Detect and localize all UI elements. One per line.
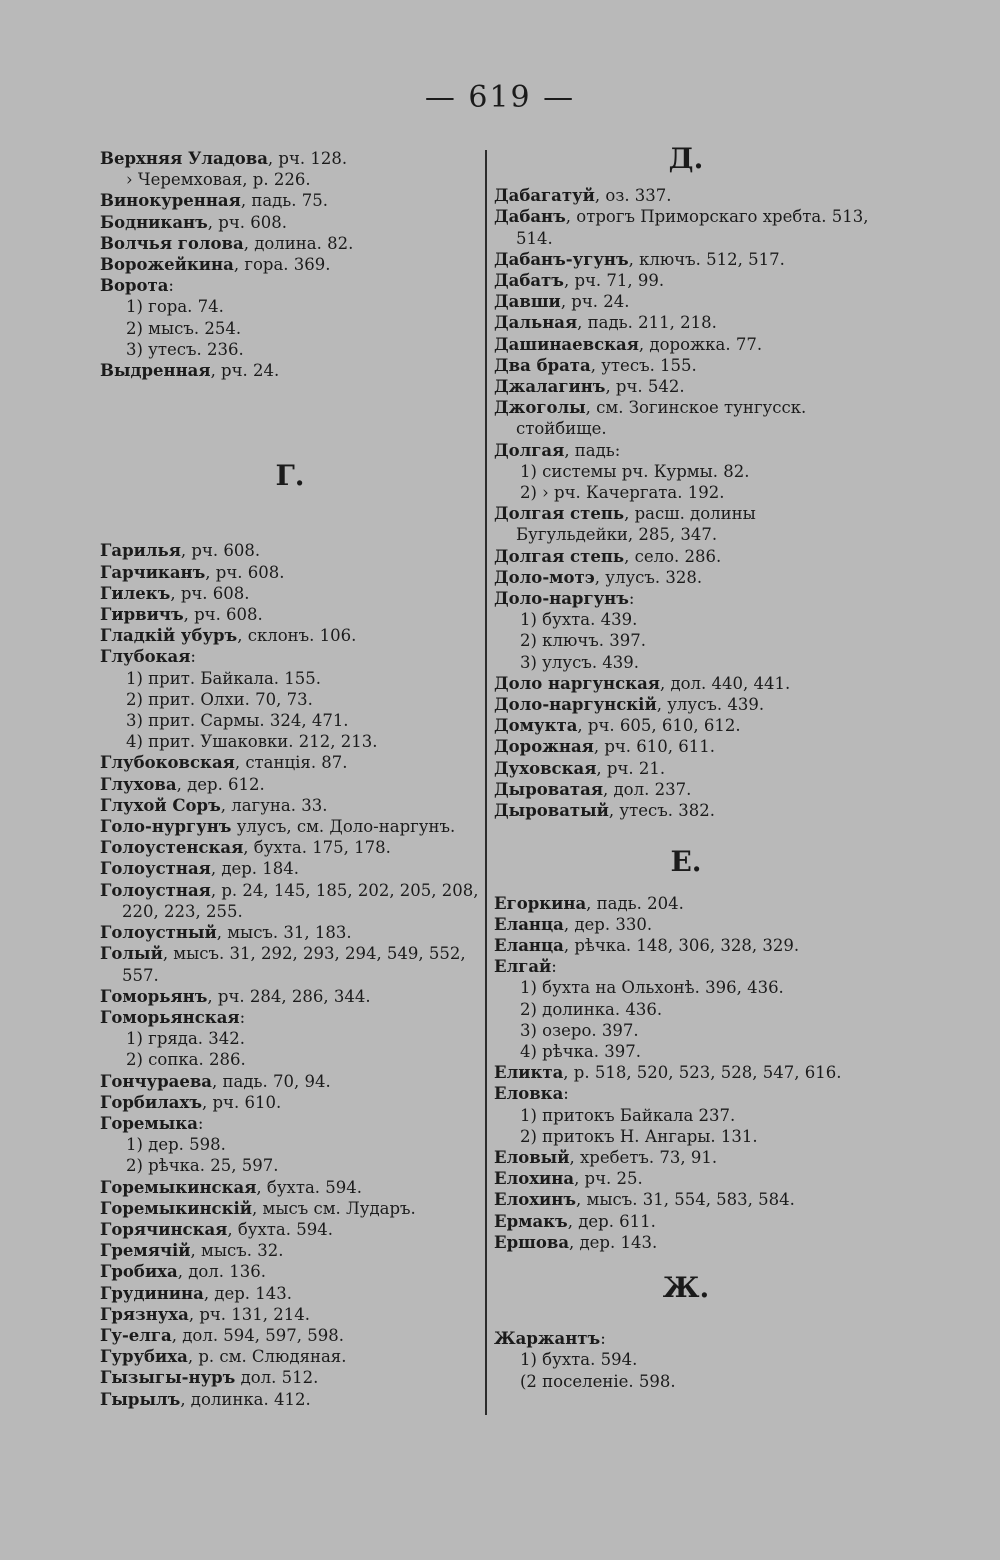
index-entry (100, 1198, 480, 1219)
entry-references: 1) бухта на Ольхонѣ. 396, 436. (520, 978, 784, 998)
index-subentry (100, 1134, 480, 1155)
index-entry (100, 1283, 480, 1304)
index-entry (100, 774, 480, 795)
entry-references: , мысъ см. Лударъ. (252, 1198, 416, 1218)
index-entry (494, 567, 878, 588)
entry-references: : (600, 1329, 606, 1349)
index-subentry (494, 1349, 878, 1370)
entry-references: 2) рѣчка. 25, 597. (126, 1156, 279, 1176)
entry-headword: Доло-мотэ (494, 567, 595, 587)
index-entry (100, 212, 480, 233)
index-entry (100, 562, 480, 583)
entry-headword: Гарилья (100, 541, 181, 561)
entry-references: , рч. 608. (205, 562, 285, 582)
index-subentry (100, 710, 480, 731)
index-subentry (494, 1105, 878, 1126)
entry-references: 4) рѣчка. 397. (520, 1041, 641, 1061)
index-entry (494, 935, 878, 956)
entry-references: , рч. 605, 610, 612. (577, 716, 741, 736)
index-entry (100, 233, 480, 254)
entry-headword: Егоркина (494, 893, 587, 913)
entry-references: , дол. 594, 597, 598. (171, 1325, 345, 1345)
entry-references: , дол. 136. (177, 1262, 267, 1282)
index-entry (100, 837, 480, 858)
index-subentry (494, 1041, 878, 1062)
entry-headword: Гарчиканъ (100, 562, 206, 582)
index-subentry (494, 977, 878, 998)
index-entry (100, 1240, 480, 1261)
section-zh (494, 1328, 878, 1392)
index-entry (100, 1177, 480, 1198)
entry-references: , рч. 25. (574, 1169, 643, 1189)
entry-headword: Горемыкинская (100, 1177, 257, 1197)
index-entry (494, 355, 878, 376)
entry-headword: Голоустенская (100, 838, 244, 858)
index-subentry (100, 668, 480, 689)
section-d (494, 185, 878, 821)
entry-references: , рч. 128. (267, 149, 348, 168)
entry-references: , дер. 184. (210, 859, 300, 879)
entry-references: , дол. 237. (603, 779, 692, 799)
entry-references: 2) долинка. 436. (520, 999, 663, 1019)
entry-references: , оз. 337. (594, 186, 672, 206)
section-g (100, 540, 480, 1409)
entry-headword: Глухой Соръ (100, 795, 221, 815)
entry-headword: Ворота (100, 276, 169, 296)
index-entry (100, 1113, 480, 1134)
entry-references: , улусъ. 439. (656, 695, 765, 715)
index-entry (494, 1232, 878, 1253)
index-entry (100, 275, 480, 296)
entry-headword: Гирвичъ (100, 605, 184, 625)
entry-headword: Дыроватый (494, 801, 609, 821)
entry-headword: Горячинская (100, 1219, 228, 1239)
entry-references: 3) утесъ. 236. (126, 339, 244, 359)
letter-heading-zh: Ж. (662, 1270, 710, 1304)
entry-references: , падь. 75. (240, 191, 329, 211)
entry-references: 1) притокъ Байкала 237. (520, 1105, 736, 1125)
entry-headword: Дальная (494, 313, 578, 333)
letter-heading-g: Г. (275, 459, 305, 493)
entry-headword: Гызыгы-нуръ (100, 1368, 236, 1388)
entry-references: , падь. 204. (586, 893, 684, 913)
index-entry (100, 1071, 480, 1092)
entry-references: , бухта. 594. (227, 1219, 333, 1239)
entry-headword: Гу-елга (100, 1325, 172, 1345)
index-entry (100, 540, 480, 561)
index-entry (494, 206, 878, 248)
letter-heading-e: Е. (670, 845, 702, 879)
entry-references: , рч. 608. (183, 605, 263, 625)
index-entry (494, 376, 878, 397)
index-entry (494, 893, 878, 914)
index-subentry (100, 169, 480, 190)
index-subentry (100, 1028, 480, 1049)
entry-references: 1) гора. 74. (126, 297, 224, 317)
entry-references: , долина. 82. (243, 233, 354, 253)
entry-references: , хребетъ. 73, 91. (569, 1147, 718, 1167)
index-subentry (494, 461, 878, 482)
index-entry (494, 673, 878, 694)
index-subentry (100, 689, 480, 710)
entry-headword: Голо-нургунъ (100, 817, 232, 837)
entry-headword: Гурубиха (100, 1347, 188, 1367)
entry-headword: Джоголы (494, 398, 586, 418)
entry-headword: Доло наргунская (494, 673, 660, 693)
entry-references: , дер. 612. (176, 774, 265, 794)
index-entry (494, 1147, 878, 1168)
index-entry (100, 752, 480, 773)
entry-references: , р. 518, 520, 523, 528, 547, 616. (563, 1063, 842, 1083)
entry-headword: Выдренная (100, 361, 211, 381)
entry-references: 2) ключъ. 397. (520, 631, 646, 651)
entry-references: , р. 24, 145, 185, 202, 205, 208, 220, 223, 255. (122, 880, 479, 921)
entry-headword: Дабатъ (494, 271, 564, 291)
entry-references: 3) озеро. 397. (520, 1020, 639, 1040)
index-entry (100, 1304, 480, 1325)
index-entry (100, 1325, 480, 1346)
index-subentry (100, 318, 480, 339)
entry-headword: Глубокая (100, 647, 191, 667)
entry-references: 1) системы рч. Курмы. 82. (520, 461, 750, 481)
index-subentry (494, 609, 878, 630)
index-entry (100, 795, 480, 816)
entry-references: , падь. 211, 218. (577, 313, 717, 333)
index-entry (100, 880, 480, 922)
index-entry (494, 779, 878, 800)
index-entry (100, 1367, 480, 1388)
entry-references: 3) улусъ. 439. (520, 652, 640, 672)
entry-references: , бухта. 175, 178. (243, 838, 391, 858)
entry-references: , дорожка. 77. (638, 334, 763, 354)
entry-headword: Еланца (494, 914, 564, 934)
index-entry (100, 858, 480, 879)
entry-references: : (197, 1113, 204, 1133)
entry-references: 1) бухта. 439. (520, 610, 638, 630)
index-entry (100, 604, 480, 625)
entry-headword: Долгая степь (494, 546, 625, 566)
entry-references: : (551, 957, 557, 977)
entry-headword: Гоморьянъ (100, 986, 208, 1006)
entry-references: › Черемховая, р. 226. (126, 170, 311, 190)
index-entry (100, 646, 480, 667)
entry-headword: Ершова (494, 1232, 570, 1252)
entry-references: , ключъ. 512, 517. (628, 249, 785, 269)
entry-headword: Домукта (494, 716, 578, 736)
index-entry (494, 1189, 878, 1210)
entry-references: , рч. 608. (207, 212, 287, 232)
entry-references: : (239, 1007, 246, 1027)
entry-references: , село. 286. (624, 546, 722, 566)
entry-headword: Еловка (494, 1084, 564, 1104)
entry-references: , р. см. Слюдяная. (187, 1347, 347, 1367)
index-entry (100, 190, 480, 211)
entry-headword: Гробиха (100, 1262, 178, 1282)
entry-references: , рч. 608. (170, 583, 250, 603)
index-entry (494, 503, 878, 545)
section-v (100, 148, 480, 381)
entry-references: , рч. 284, 286, 344. (207, 986, 371, 1006)
entry-references: : (628, 589, 635, 609)
index-entry (494, 914, 878, 935)
letter-heading-d: Д. (668, 142, 704, 175)
index-subentry (494, 1371, 878, 1392)
left-column (100, 148, 480, 1410)
entry-headword: Дашинаевская (494, 334, 639, 354)
entry-headword: Глухова (100, 774, 177, 794)
entry-references: , рч. 24. (210, 361, 280, 381)
entry-headword: Два брата (494, 355, 591, 375)
index-entry (494, 758, 878, 779)
entry-references: , рч. 608. (180, 541, 261, 561)
entry-references: , склонъ. 106. (237, 626, 357, 646)
index-subentry (494, 1020, 878, 1041)
index-subentry (100, 731, 480, 752)
entry-headword: Голоустная (100, 859, 211, 879)
entry-references: , падь: (564, 440, 621, 460)
entry-headword: Голоустная (100, 880, 211, 900)
index-entry (494, 588, 878, 609)
entry-headword: Гончураева (100, 1071, 212, 1091)
index-entry (494, 694, 878, 715)
entry-headword: Ермакъ (494, 1211, 568, 1231)
entry-headword: Гоморьянская (100, 1007, 240, 1027)
entry-references: , утесъ. 382. (608, 801, 715, 821)
entry-headword: Горемыка (100, 1113, 198, 1133)
entry-headword: Бодниканъ (100, 212, 208, 232)
index-entry (494, 546, 878, 567)
index-entry (100, 922, 480, 943)
entry-references: , рч. 610, 611. (593, 737, 716, 757)
entry-references: , дер. 611. (567, 1211, 656, 1231)
entry-references: : (190, 647, 196, 667)
index-entry (494, 185, 878, 206)
entry-headword: Винокуренная (100, 191, 241, 211)
index-entry (100, 1389, 480, 1410)
index-entry (100, 943, 480, 985)
entry-references: , рѣчка. 148, 306, 328, 329. (563, 935, 800, 955)
index-entry (494, 715, 878, 736)
entry-headword: Горемыкинскій (100, 1198, 253, 1218)
right-column (494, 142, 878, 1392)
index-subentry (494, 482, 878, 503)
entry-headword: Дабагатуй (494, 186, 595, 206)
entry-headword: Доло-наргунскій (494, 695, 657, 715)
entry-headword: Гладкій убуръ (100, 626, 238, 646)
entry-references: , дер. 143. (569, 1232, 658, 1252)
index-entry (100, 625, 480, 646)
entry-references: , дер. 330. (563, 914, 653, 934)
entry-headword: Еликта (494, 1063, 564, 1083)
index-entry (494, 291, 878, 312)
index-subentry (494, 630, 878, 651)
index-entry (100, 1092, 480, 1113)
entry-references: : (168, 276, 174, 296)
entry-references: , рч. 24. (560, 292, 630, 312)
entry-headword: Волчья голова (100, 233, 244, 253)
entry-headword: Ворожейкина (100, 255, 234, 275)
entry-references: (2 поселеніе. 598. (520, 1371, 676, 1391)
entry-headword: Елохинъ (494, 1190, 577, 1210)
entry-references: , долинка. 412. (180, 1389, 311, 1409)
entry-headword: Елохина (494, 1169, 575, 1189)
index-subentry (100, 1155, 480, 1176)
entry-references: 2) › рч. Качергата. 192. (520, 483, 725, 503)
index-entry (494, 1328, 878, 1349)
entry-references: 1) гряда. 342. (126, 1029, 246, 1049)
index-entry (494, 440, 878, 461)
entry-headword: Верхняя Уладова (100, 149, 268, 168)
index-entry (100, 360, 480, 381)
index-entry (494, 1062, 878, 1083)
index-entry (494, 956, 878, 977)
index-subentry (494, 652, 878, 673)
entry-references: 1) прит. Байкала. 155. (126, 668, 322, 688)
entry-references: , рч. 131, 214. (188, 1304, 310, 1324)
entry-headword: Грудинина (100, 1283, 204, 1303)
entry-references: , рч. 542. (605, 377, 685, 397)
entry-references: , гора. 369. (233, 255, 331, 275)
index-entry (100, 1219, 480, 1240)
entry-references: : (563, 1084, 569, 1104)
entry-references: 1) дер. 598. (126, 1135, 226, 1155)
entry-references: , лагуна. 33. (220, 795, 328, 815)
index-subentry (100, 296, 480, 317)
index-entry (100, 254, 480, 275)
entry-headword: Дорожная (494, 737, 594, 757)
entry-headword: Духовская (494, 758, 597, 778)
index-entry (100, 148, 480, 169)
index-entry (494, 1211, 878, 1232)
section-e (494, 893, 878, 1253)
entry-headword: Грязнуха (100, 1304, 189, 1324)
entry-references: 2) сопка. 286. (126, 1050, 246, 1070)
entry-references: 1) бухта. 594. (520, 1350, 638, 1370)
entry-headword: Елгай (494, 957, 552, 977)
index-entry (100, 1261, 480, 1282)
entry-headword: Долгая (494, 440, 565, 460)
entry-references: , рч. 21. (596, 758, 666, 778)
entry-references: , бухта. 594. (256, 1177, 363, 1197)
index-entry (494, 800, 878, 821)
entry-headword: Джалагинъ (494, 377, 606, 397)
index-entry (100, 583, 480, 604)
entry-references: , падь. 70, 94. (212, 1071, 331, 1091)
entry-references: 3) прит. Сармы. 324, 471. (126, 711, 349, 731)
index-entry (494, 312, 878, 333)
entry-references: , рч. 610. (202, 1092, 282, 1112)
entry-headword: Еланца (494, 935, 564, 955)
entry-references: , дол. 440, 441. (659, 673, 791, 693)
index-entry (100, 1346, 480, 1367)
entry-headword: Гырылъ (100, 1389, 181, 1409)
index-entry (100, 986, 480, 1007)
index-entry (494, 736, 878, 757)
entry-references: 4) прит. Ушаковки. 212, 213. (126, 732, 378, 752)
entry-headword: Давши (494, 292, 561, 312)
entry-references: , мысъ. 32. (190, 1241, 284, 1261)
index-entry (100, 1007, 480, 1028)
entry-headword: Дабанъ (494, 207, 566, 227)
entry-headword: Гилекъ (100, 583, 171, 603)
index-entry (494, 249, 878, 270)
entry-references: , мысъ. 31, 292, 293, 294, 549, 552, 557. (122, 944, 466, 985)
column-divider (485, 150, 487, 1415)
index-entry (494, 1083, 878, 1104)
index-subentry (100, 339, 480, 360)
index-entry (494, 397, 878, 439)
entry-references: 2) притокъ Н. Ангары. 131. (520, 1126, 758, 1146)
entry-headword: Глубоковская (100, 753, 235, 773)
entry-headword: Дыроватая (494, 779, 604, 799)
entry-references: 2) мысъ. 254. (126, 318, 242, 338)
entry-headword: Еловый (494, 1147, 570, 1167)
entry-references: , утесъ. 155. (590, 355, 697, 375)
entry-references: , улусъ. 328. (594, 567, 703, 587)
entry-headword: Горбилахъ (100, 1092, 202, 1112)
entry-headword: Дабанъ-угунъ (494, 249, 629, 269)
entry-headword: Голый (100, 944, 163, 964)
index-subentry (494, 999, 878, 1020)
page-number: — 619 — (424, 80, 576, 115)
entry-references: , мысъ. 31, 554, 583, 584. (576, 1190, 795, 1210)
entry-references: , см. Зогинское тунгусск. стойбище. (516, 398, 807, 439)
entry-headword: Голоустный (100, 923, 217, 943)
entry-references: , рч. 71, 99. (563, 271, 665, 291)
entry-references: улусъ, см. Доло-наргунъ. (231, 817, 456, 837)
entry-references: , расш. долины Бугульдейки, 285, 347. (516, 504, 756, 545)
index-entry (494, 1168, 878, 1189)
entry-references: дол. 512. (235, 1368, 319, 1388)
entry-headword: Доло-наргунъ (494, 589, 629, 609)
index-entry (494, 270, 878, 291)
entry-headword: Жаржантъ (494, 1329, 601, 1349)
entry-references: , отрогъ Приморскаго хребта. 513, 514. (516, 207, 869, 248)
entry-headword: Гремячій (100, 1241, 191, 1261)
entry-references: , мысъ. 31, 183. (216, 923, 352, 943)
index-entry (100, 816, 480, 837)
entry-headword: Долгая степь (494, 504, 625, 524)
entry-references: 2) прит. Олхи. 70, 73. (126, 689, 313, 709)
entry-references: , станція. 87. (234, 753, 348, 773)
index-subentry (100, 1049, 480, 1070)
index-entry (494, 334, 878, 355)
index-subentry (494, 1126, 878, 1147)
entry-references: , дер. 143. (203, 1283, 293, 1303)
